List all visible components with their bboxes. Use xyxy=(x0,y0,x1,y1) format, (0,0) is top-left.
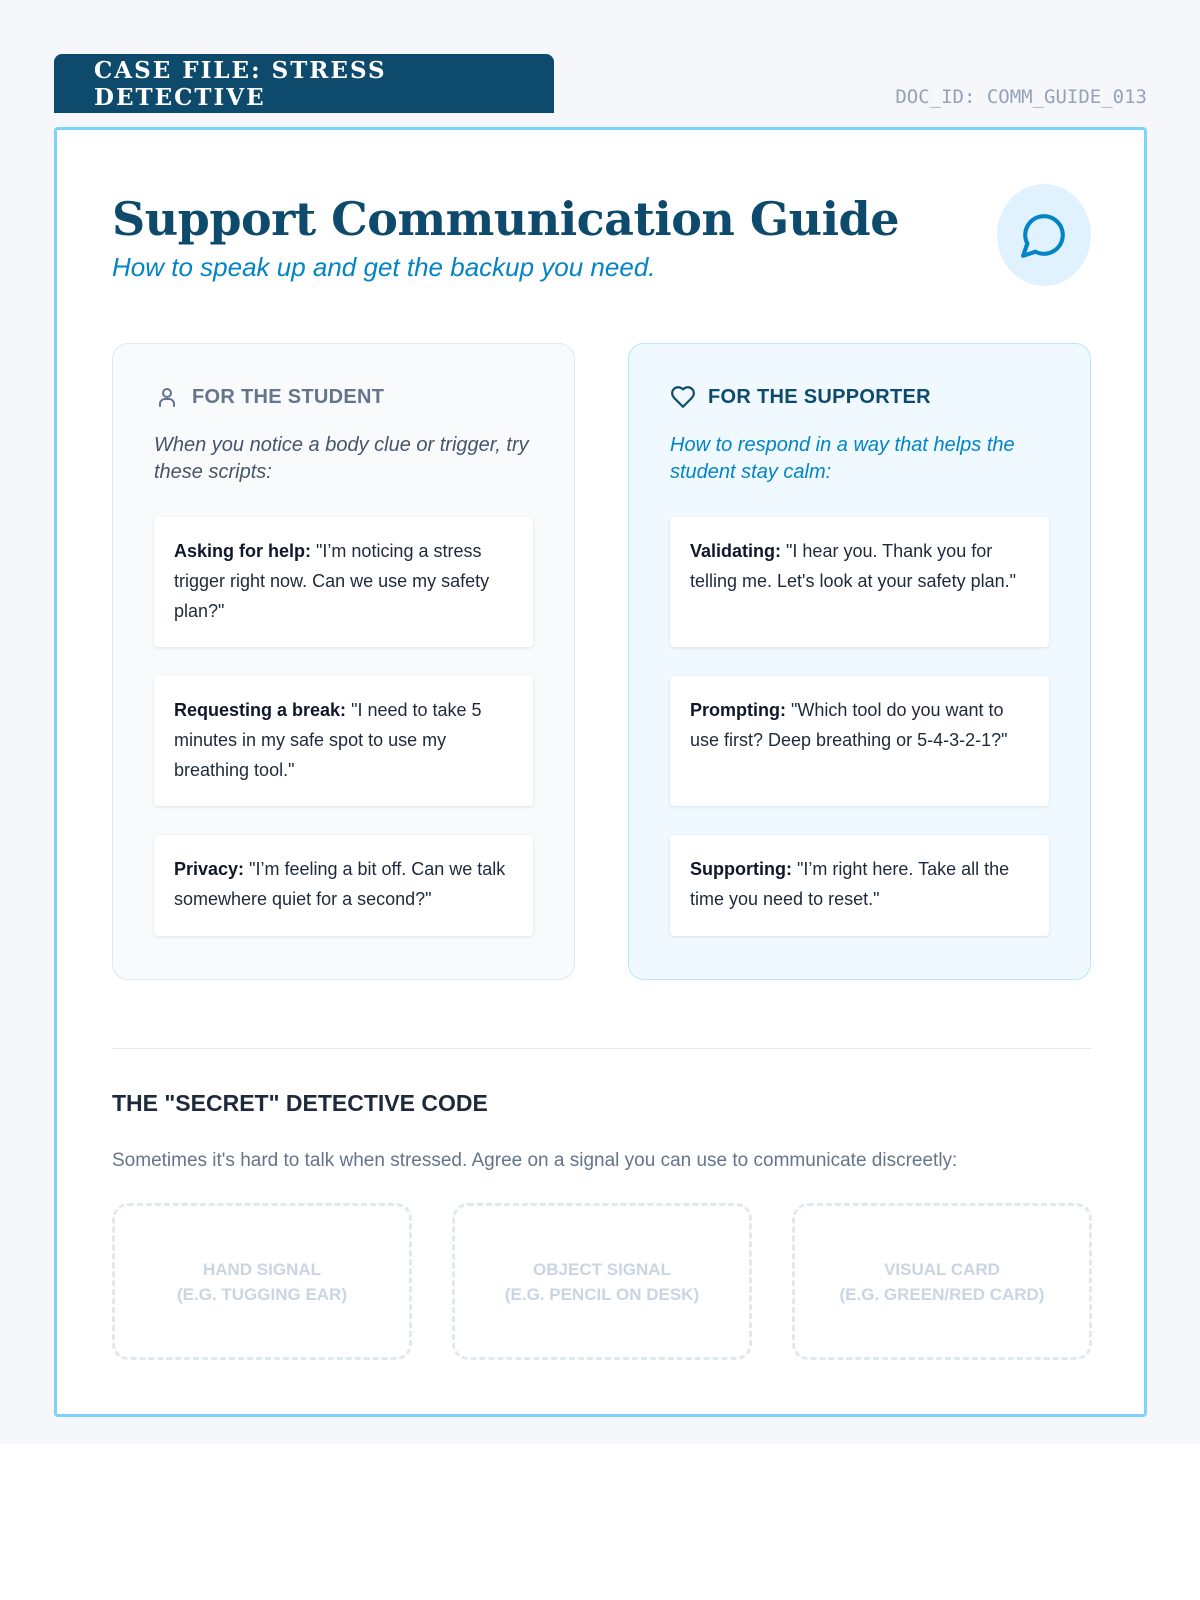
supporter-intro: How to respond in a way that helps the student stay calm: xyxy=(670,434,1015,483)
supporter-column xyxy=(628,343,1091,980)
supporter-header xyxy=(670,382,1050,412)
signal-box-visual xyxy=(792,1203,1092,1360)
heart-icon xyxy=(670,384,696,410)
student-script-card xyxy=(154,517,533,647)
guide-card xyxy=(54,127,1147,1417)
signal-name: VISUAL CARD xyxy=(884,1259,1000,1279)
case-file-tab xyxy=(54,54,554,113)
signal-example: (E.G. PENCIL ON DESK) xyxy=(504,1284,700,1304)
user-icon xyxy=(154,384,180,410)
student-script-card xyxy=(154,676,533,806)
script-label: Privacy: xyxy=(174,859,245,879)
supporter-heading: FOR THE SUPPORTER xyxy=(708,385,931,408)
student-intro: When you notice a body clue or trigger, try these scripts: xyxy=(154,434,529,483)
supporter-script-card xyxy=(670,517,1049,647)
document-id: DOC_ID: COMM_GUIDE_013 xyxy=(895,86,1147,108)
script-text: "I hear you. Thank you for telling me. Let's look at your safety plan." xyxy=(690,541,1016,591)
script-text: "I need to take 5 minutes in my safe spot to use my breathing tool." xyxy=(174,700,482,780)
student-column xyxy=(112,343,575,980)
script-text: "I’m noticing a stress trigger right now. Can we use my safety plan?" xyxy=(174,541,490,621)
chat-badge xyxy=(997,184,1091,286)
signal-box-object xyxy=(452,1203,752,1360)
signal-name: OBJECT SIGNAL xyxy=(533,1259,671,1279)
secret-code-title: THE "SECRET" DETECTIVE CODE xyxy=(112,1090,488,1116)
page-title: Support Communication Guide xyxy=(112,192,899,246)
section-divider xyxy=(112,1048,1091,1049)
script-text: "Which tool do you want to use first? Deep breathing or 5-4-3-2-1?" xyxy=(690,700,1008,750)
supporter-script-card xyxy=(670,835,1049,936)
script-label: Asking for help: xyxy=(174,541,312,561)
script-label: Prompting: xyxy=(690,700,786,720)
signal-example: (E.G. TUGGING EAR) xyxy=(177,1284,347,1304)
script-label: Supporting: xyxy=(690,859,792,879)
secret-code-description: Sometimes it's hard to talk when stressed. Agree on a signal you can use to communicate discreetly: xyxy=(112,1150,958,1171)
student-script-card xyxy=(154,835,533,936)
script-text: "I’m feeling a bit off. Can we talk somewhere quiet for a second?" xyxy=(174,859,506,909)
case-file-label: CASE FILE: STRESS DETECTIVE xyxy=(94,56,387,111)
script-label: Requesting a break: xyxy=(174,700,347,720)
signal-example: (E.G. GREEN/RED CARD) xyxy=(839,1284,1045,1304)
student-header xyxy=(154,382,534,412)
script-text: "I’m right here. Take all the time you need to reset." xyxy=(690,859,1010,909)
signal-name: HAND SIGNAL xyxy=(202,1259,322,1279)
page-subtitle: How to speak up and get the backup you need. xyxy=(112,252,656,282)
script-label: Validating: xyxy=(690,541,782,561)
student-heading: FOR THE STUDENT xyxy=(192,385,385,408)
supporter-script-card xyxy=(670,676,1049,806)
chat-bubble-icon xyxy=(1019,210,1069,260)
signal-box-hand xyxy=(112,1203,412,1360)
